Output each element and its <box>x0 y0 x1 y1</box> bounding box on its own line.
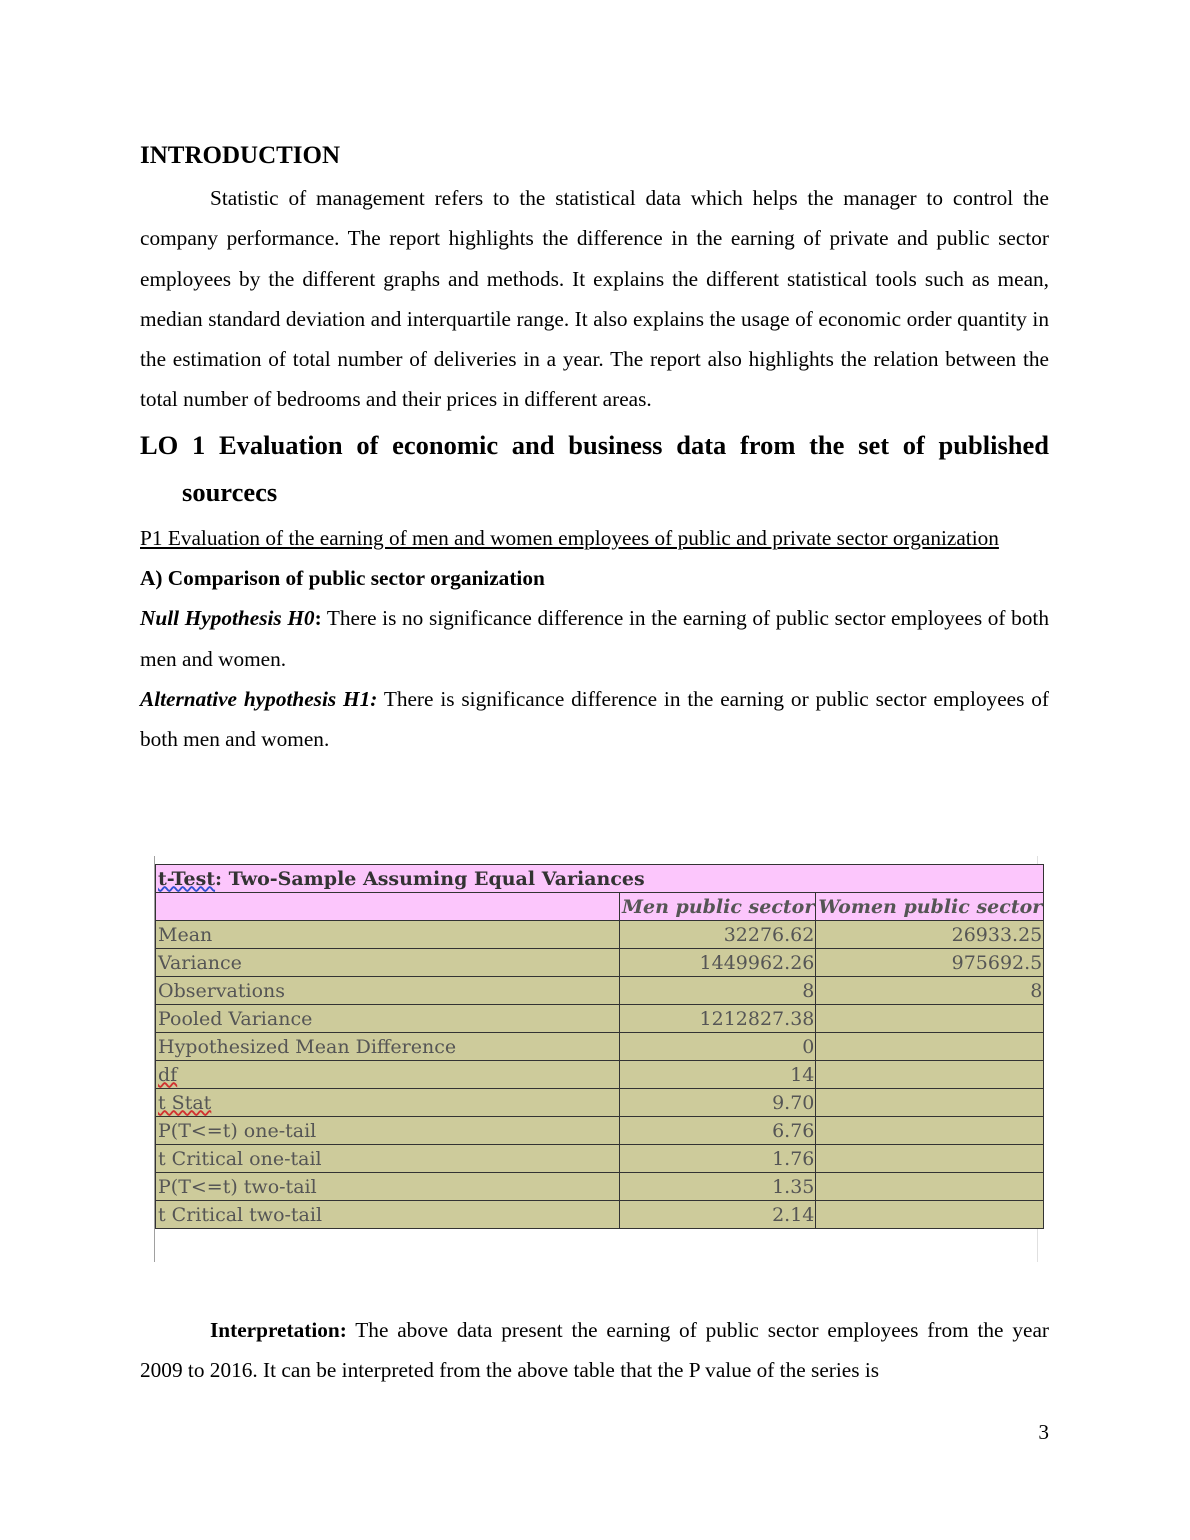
row-label: Mean <box>156 921 620 949</box>
table-title-row <box>156 865 1044 893</box>
table-row <box>156 1033 1044 1061</box>
table-title-rest: : Two-Sample Assuming Equal Variances <box>215 867 645 890</box>
row-label: P(T<=t) one-tail <box>156 1117 620 1145</box>
row-women-value <box>816 1173 1044 1201</box>
row-label: P(T<=t) two-tail <box>156 1173 620 1201</box>
row-women-value: 26933.25 <box>816 921 1044 949</box>
row-men-value: 9.70 <box>620 1089 816 1117</box>
table-row <box>156 949 1044 977</box>
row-women-value: 975692.5 <box>816 949 1044 977</box>
page-number: 3 <box>1038 1420 1049 1444</box>
row-label: Observations <box>156 977 620 1005</box>
document-body <box>140 138 1049 760</box>
null-hypothesis-label: Null Hypothesis H0 <box>140 606 315 631</box>
intro-paragraph: Statistic of management refers to the statistical data which helps the manager to control the company performance. The report highlights the difference in the earning of private and public sector employees by the different graphs and methods. It explains the different statistical tools such as mean, median standard deviation and interquartile range. It also explains the usage of economic order quantity in the estimation of total number of deliveries in a year. The report also highlights the relation between the total number of bedrooms and their prices in different areas. <box>140 186 1049 412</box>
row-women-value <box>816 1117 1044 1145</box>
table-title-prefix: t-Test <box>158 867 216 890</box>
header-men: Men public sector <box>620 893 816 921</box>
table-row <box>156 1173 1044 1201</box>
row-label: Variance <box>156 949 620 977</box>
table-row <box>156 1117 1044 1145</box>
row-women-value <box>816 1033 1044 1061</box>
alt-hypothesis-text: There is significance difference in the earning or public sector employees of both men and women. <box>140 686 1049 752</box>
row-women-value <box>816 1089 1044 1117</box>
interpretation-block <box>140 1310 1049 1391</box>
table-header-row <box>156 893 1044 921</box>
heading-p1: P1 Evaluation of the earning of men and women employees of public and private sector organization <box>140 525 999 550</box>
row-women-value <box>816 1145 1044 1173</box>
row-label: Pooled Variance <box>156 1005 620 1033</box>
row-label: t Critical one-tail <box>156 1145 620 1173</box>
interpretation-text: The above data present the earning of public sector employees from the year 2009 to 2016. It can be interpreted from the above table that the P value of the series is <box>140 1318 1049 1383</box>
row-label <box>156 1089 620 1117</box>
row-label: t Critical two-tail <box>156 1201 620 1229</box>
row-women-value <box>816 1201 1044 1229</box>
interpretation-paragraph <box>140 1310 1049 1391</box>
row-women-value <box>816 1061 1044 1089</box>
row-men-value: 8 <box>620 977 816 1005</box>
heading-section-a: A) Comparison of public sector organization <box>140 566 545 591</box>
row-women-value <box>816 1005 1044 1033</box>
row-men-value: 32276.62 <box>620 921 816 949</box>
table-row <box>156 1089 1044 1117</box>
table-row <box>156 977 1044 1005</box>
alternative-hypothesis <box>140 679 1049 760</box>
header-women: Women public sector <box>816 893 1044 921</box>
row-men-value: 1.35 <box>620 1173 816 1201</box>
row-men-value: 14 <box>620 1061 816 1089</box>
row-label: Hypothesized Mean Difference <box>156 1033 620 1061</box>
table-title <box>156 865 1044 893</box>
alt-hypothesis-label: Alternative hypothesis H1: <box>140 686 378 711</box>
table-row <box>156 1201 1044 1229</box>
ttest-table <box>155 864 1044 1229</box>
header-blank <box>156 893 620 921</box>
table-row <box>156 1005 1044 1033</box>
row-men-value: 1449962.26 <box>620 949 816 977</box>
table-row <box>156 1061 1044 1089</box>
row-men-value: 6.76 <box>620 1117 816 1145</box>
row-label <box>156 1061 620 1089</box>
table-row <box>156 1145 1044 1173</box>
row-label-text: t Stat <box>158 1091 212 1114</box>
row-men-value: 0 <box>620 1033 816 1061</box>
row-men-value: 1.76 <box>620 1145 816 1173</box>
row-men-value: 1212827.38 <box>620 1005 816 1033</box>
table-row <box>156 921 1044 949</box>
null-hypothesis <box>140 598 1049 679</box>
row-women-value: 8 <box>816 977 1044 1005</box>
heading-lo1: LO 1 Evaluation of economic and business data from the set of published sourcecs <box>140 429 1049 507</box>
interpretation-label: Interpretation: <box>210 1318 347 1342</box>
row-men-value: 2.14 <box>620 1201 816 1229</box>
heading-introduction: INTRODUCTION <box>140 142 341 169</box>
null-hypothesis-text: There is no significance difference in the earning of public sector employees of both men and women. <box>140 606 1049 671</box>
row-label-text: df <box>158 1063 178 1086</box>
null-hypothesis-colon: : <box>314 606 322 631</box>
